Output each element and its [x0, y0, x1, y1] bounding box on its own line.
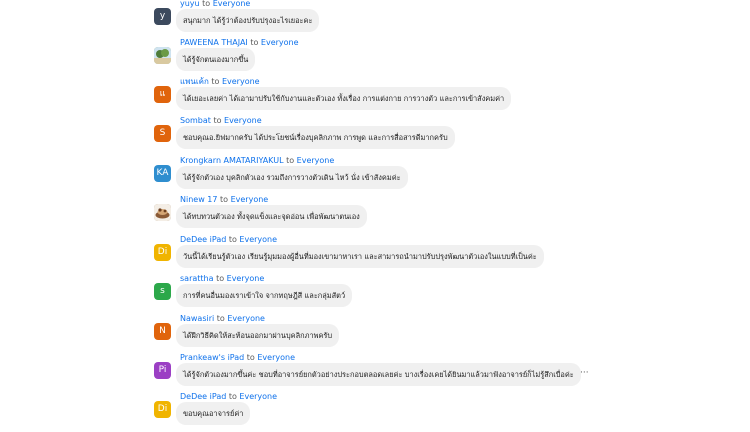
sender-name[interactable]: Sombat: [180, 116, 211, 125]
message-bubble[interactable]: ได้ฝึกวิธีคิดให้สะท้อนออกมาผ่านบุคลิกภาพครับ: [176, 324, 339, 347]
to-label: to: [228, 235, 237, 244]
to-label: to: [228, 392, 237, 401]
sender-name[interactable]: Nawasiri: [180, 314, 215, 323]
avatar[interactable]: [154, 323, 171, 340]
recipient-name[interactable]: Everyone: [221, 77, 260, 86]
avatar-initials: N: [159, 326, 166, 336]
avatar-initials: แ: [159, 89, 166, 99]
to-label: to: [286, 156, 295, 165]
to-label: to: [250, 38, 259, 47]
to-label: to: [220, 195, 229, 204]
message-bubble[interactable]: สนุกมาก ได้รู้ว่าต้องปรับปรุงอะไรเยอะคะ: [176, 9, 319, 32]
avatar-initials: Di: [157, 404, 168, 414]
message-header: [180, 37, 299, 48]
sender-name[interactable]: แพนเค้ก: [180, 77, 209, 86]
recipient-name[interactable]: Everyone: [227, 314, 265, 323]
avatar[interactable]: [154, 165, 171, 182]
message-header: [180, 313, 265, 324]
message-header: [180, 391, 277, 402]
message-bubble[interactable]: การที่คนอื่นมองเราเข้าใจ จากทฤษฎีสี และกลุ่มสัตว์: [176, 284, 352, 307]
message-bubble[interactable]: ได้เยอะเลยค่า ได้เอามาปรับใช้กับงานและตัวเอง ทั้งเรื่อง การแต่งกาย การวางตัว และการเข้าสังคมค่า: [176, 87, 511, 110]
chat-message: [0, 392, 750, 432]
recipient-name[interactable]: Everyone: [296, 156, 335, 165]
avatar-initials: s: [160, 286, 165, 296]
avatar[interactable]: [154, 362, 171, 379]
avatar-initials: S: [159, 128, 166, 138]
recipient-name[interactable]: Everyone: [260, 38, 299, 47]
avatar-initials: KA: [156, 168, 169, 178]
more-options-icon[interactable]: ···: [580, 368, 589, 378]
sender-name[interactable]: PAWEENA THAJAI: [180, 38, 248, 47]
chat-message: [0, 274, 750, 314]
chat-message: [0, 353, 750, 393]
recipient-name[interactable]: Everyone: [239, 235, 278, 244]
to-label: to: [246, 353, 255, 362]
message-header: [180, 115, 262, 126]
sender-name[interactable]: Prankeaw's iPad: [180, 353, 245, 362]
landscape-photo-icon[interactable]: [154, 47, 171, 64]
recipient-name[interactable]: Everyone: [230, 195, 269, 204]
chat-message: [0, 116, 750, 156]
chat-message: [0, 235, 750, 275]
message-bubble[interactable]: ขอบคุณอาจารย์ค่า: [176, 402, 250, 425]
chat-message: [0, 77, 750, 117]
to-label: to: [213, 116, 222, 125]
message-header: [180, 0, 250, 9]
message-header: [180, 234, 277, 245]
to-label: to: [216, 274, 225, 283]
to-label: to: [211, 77, 220, 86]
message-header: [180, 155, 334, 166]
sender-name[interactable]: sarattha: [180, 274, 214, 283]
avatar-initials: Pi: [158, 365, 167, 375]
recipient-name[interactable]: Everyone: [224, 116, 262, 125]
sender-name[interactable]: Ninew 17: [180, 195, 218, 204]
recipient-name[interactable]: Everyone: [239, 392, 278, 401]
avatar[interactable]: [154, 8, 171, 25]
chat-message: [0, 38, 750, 78]
message-header: [180, 194, 268, 205]
recipient-name[interactable]: Everyone: [212, 0, 251, 8]
avatar-initials: Di: [157, 247, 168, 257]
message-bubble[interactable]: ได้รู้จักตนเองมากขึ้น: [176, 48, 255, 71]
chat-message: [0, 195, 750, 235]
sender-name[interactable]: Krongkarn AMATARIYAKUL: [180, 156, 284, 165]
sender-name[interactable]: DeDee iPad: [180, 392, 227, 401]
message-bubble[interactable]: ชอบคุณอ.ยิฟมากครับ ได้ประโยชน์เรื่องบุคลิกภาพ การพูด และการสื่อสารดีมากครับ: [176, 126, 455, 149]
sender-name[interactable]: DeDee iPad: [180, 235, 227, 244]
message-bubble[interactable]: ได้รู้จักตัวเองมากขึ้นค่ะ ชอบที่อาจารย์ยกตัวอย่างประกอบตลอดเลยค่ะ บางเรื่องเคยได้ยินมาแล้วมาฟังอาจารย์ก็ไม่รู้สึกเบื่อค่ะ: [176, 363, 581, 386]
recipient-name[interactable]: Everyone: [226, 274, 265, 283]
message-bubble[interactable]: ได้รู้จักตัวเอง บุคลิกตัวเอง รวมถึงการวางตัวเดิน ไหว้ นั่ง เข้าสังคมค่ะ: [176, 166, 408, 189]
avatar[interactable]: [154, 401, 171, 418]
message-header: [180, 273, 264, 284]
recipient-name[interactable]: Everyone: [257, 353, 295, 362]
to-label: to: [202, 0, 211, 8]
avatar[interactable]: [154, 125, 171, 142]
avatar[interactable]: [154, 283, 171, 300]
chat-message: [0, 0, 750, 39]
chat-message: [0, 314, 750, 354]
food-photo-icon[interactable]: [154, 204, 171, 221]
message-bubble[interactable]: วันนี้ได้เรียนรู้ตัวเอง เรียนรู้มุมมองผู้อื่นที่มองเขามาหาเรา และสามารถนำมาปรับปรุงพัฒนาตัวเองในแบบที่เป็นค่ะ: [176, 245, 544, 268]
message-header: [180, 76, 260, 87]
avatar[interactable]: [154, 86, 171, 103]
sender-name[interactable]: yuyu: [180, 0, 200, 8]
message-bubble[interactable]: ได้ทบทวนตัวเอง ทั้งจุดแข็งและจุดอ่อน เพื่อพัฒนาตนเอง: [176, 205, 367, 228]
to-label: to: [216, 314, 225, 323]
message-header: [180, 352, 295, 363]
chat-message: [0, 156, 750, 196]
avatar[interactable]: [154, 244, 171, 261]
avatar-initials: y: [159, 11, 166, 21]
